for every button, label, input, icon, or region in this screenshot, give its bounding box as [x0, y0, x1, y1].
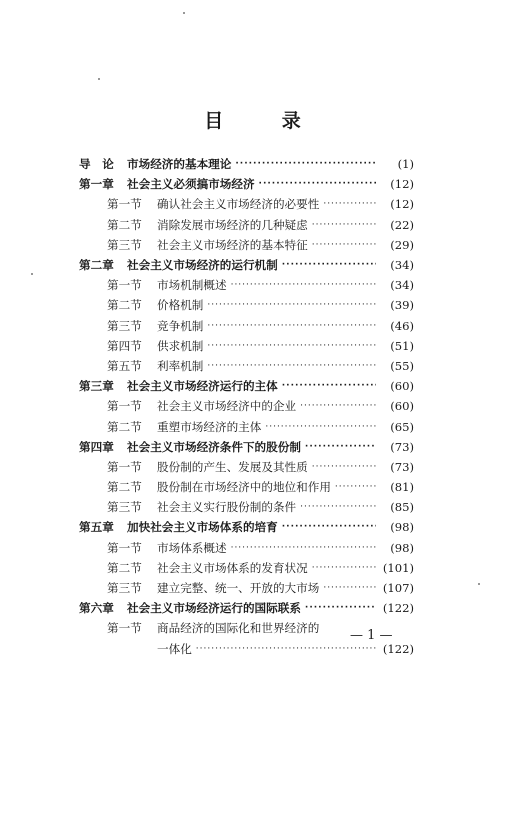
entry-label: 第五章: [79, 520, 114, 535]
toc-section-entry: [79, 497, 414, 517]
entry-page: (85): [390, 500, 414, 515]
toc-chapter-entry: [79, 437, 414, 457]
entry-title: 社会主义市场经济运行的主体: [127, 379, 278, 394]
dot-leader: [312, 462, 376, 472]
toc-chapter-entry: [79, 376, 414, 396]
entry-label: 第一节: [107, 621, 142, 636]
entry-title: 价格机制: [157, 298, 204, 313]
entry-label: 第二节: [107, 217, 142, 232]
toc-chapter-entry: [79, 174, 414, 194]
entry-title: 社会主义市场体系的发育状况: [157, 560, 308, 575]
dot-leader: [323, 199, 376, 209]
dot-leader: [323, 583, 376, 593]
dot-leader: [265, 422, 376, 432]
dot-leader: [259, 179, 376, 189]
entry-title: 利率机制: [157, 358, 204, 373]
entry-title: 竞争机制: [157, 318, 204, 333]
entry-title: 消除发展市场经济的几种疑虑: [157, 217, 308, 232]
entry-label: 第一节: [107, 197, 142, 212]
entry-label: 第一节: [107, 278, 142, 293]
dot-leader: [282, 381, 376, 391]
toc-section-entry: [79, 477, 414, 497]
dot-leader: [231, 543, 376, 553]
entry-label: 第四章: [79, 439, 114, 454]
toc-section-entry: [79, 194, 414, 214]
toc-section-entry: [79, 538, 414, 558]
toc-chapter-entry: [79, 154, 414, 174]
dot-leader: [300, 401, 376, 411]
entry-page: (1): [397, 157, 414, 172]
toc-section-entry: [79, 316, 414, 336]
entry-title: 商品经济的国际化和世界经济的: [157, 621, 320, 636]
entry-page: (60): [390, 379, 414, 394]
entry-label: 第四节: [107, 338, 142, 353]
toc-section-entry: [79, 578, 414, 598]
entry-label: 第二节: [107, 560, 142, 575]
dot-leader: [282, 260, 376, 270]
entry-page: (34): [390, 278, 414, 293]
entry-label: 第二节: [107, 480, 142, 495]
entry-page: (98): [390, 540, 414, 555]
entry-title: 社会主义市场经济条件下的股份制: [127, 439, 301, 454]
entry-title: 市场经济的基本理论: [127, 157, 232, 172]
entry-title: 市场机制概述: [157, 278, 227, 293]
toc-chapter-entry: [79, 598, 414, 618]
dot-leader: [231, 280, 376, 290]
entry-label: 第三节: [107, 237, 142, 252]
toc-chapter-entry: [79, 517, 414, 537]
entry-title: 建立完整、统一、开放的大市场: [157, 581, 320, 596]
page-number: — 1 —: [350, 628, 393, 643]
entry-page: (46): [390, 318, 414, 333]
toc-section-entry: [79, 235, 414, 255]
entry-page: (29): [390, 237, 414, 252]
entry-page: (122): [382, 601, 414, 616]
entry-label: 第六章: [79, 601, 114, 616]
dot-leader: [335, 482, 376, 492]
entry-page: (22): [390, 217, 414, 232]
entry-page: (34): [390, 258, 414, 273]
entry-title: 加快社会主义市场体系的培育: [127, 520, 278, 535]
entry-title: 社会主义必须搞市场经济: [127, 177, 255, 192]
page-title: 目 录: [204, 110, 327, 132]
entry-label: 第三节: [107, 581, 142, 596]
toc-section-entry: [79, 336, 414, 356]
entry-title: 社会主义市场经济的运行机制: [127, 258, 278, 273]
dot-leader: [207, 321, 376, 331]
toc-section-entry: [79, 416, 414, 436]
entry-label: 第三节: [107, 318, 142, 333]
toc-section-entry: [79, 275, 414, 295]
scan-speck: [31, 273, 33, 275]
entry-page: (81): [390, 480, 414, 495]
entry-title: 重塑市场经济的主体: [157, 419, 262, 434]
dot-leader: [282, 522, 376, 532]
entry-page: (51): [390, 338, 414, 353]
dot-leader: [305, 442, 376, 452]
entry-title: 社会主义实行股份制的条件: [157, 500, 297, 515]
entry-page: (60): [390, 399, 414, 414]
table-of-contents: [79, 154, 414, 659]
entry-page: (101): [382, 560, 414, 575]
entry-page: (73): [390, 459, 414, 474]
entry-label: 第一节: [107, 399, 142, 414]
entry-title: 社会主义市场经济运行的国际联系: [127, 601, 301, 616]
toc-section-entry: [79, 356, 414, 376]
entry-page: (122): [382, 641, 414, 656]
dot-leader: [305, 603, 376, 613]
entry-title: 市场体系概述: [157, 540, 227, 555]
entry-title: 供求机制: [157, 338, 204, 353]
dot-leader: [196, 644, 376, 654]
entry-label: 第二节: [107, 419, 142, 434]
entry-title: 股份制在市场经济中的地位和作用: [157, 480, 331, 495]
entry-page: (12): [390, 197, 414, 212]
entry-title: 一体化: [157, 641, 192, 656]
entry-label: 第三节: [107, 500, 142, 515]
dot-leader: [312, 220, 376, 230]
entry-title: 社会主义市场经济中的企业: [157, 399, 297, 414]
entry-label: 第三章: [79, 379, 114, 394]
scan-speck: [98, 78, 100, 80]
entry-page: (98): [390, 520, 414, 535]
toc-section-entry: [79, 558, 414, 578]
entry-label: 第五节: [107, 358, 142, 373]
scan-speck: [478, 583, 480, 585]
entry-page: (39): [390, 298, 414, 313]
dot-leader: [312, 563, 376, 573]
entry-label: 第一章: [79, 177, 114, 192]
dot-leader: [207, 361, 376, 371]
toc-section-entry: [79, 396, 414, 416]
entry-label: 导 论: [79, 157, 114, 172]
entry-page: (65): [390, 419, 414, 434]
toc-section-entry: [79, 457, 414, 477]
dot-leader: [207, 300, 376, 310]
entry-title: 确认社会主义市场经济的必要性: [157, 197, 320, 212]
entry-label: 第二节: [107, 298, 142, 313]
entry-title: 社会主义市场经济的基本特征: [157, 237, 308, 252]
dot-leader: [235, 159, 376, 169]
entry-page: (12): [390, 177, 414, 192]
entry-title: 股份制的产生、发展及其性质: [157, 459, 308, 474]
dot-leader: [207, 341, 376, 351]
entry-label: 第一节: [107, 540, 142, 555]
toc-section-entry: [79, 215, 414, 235]
dot-leader: [300, 502, 376, 512]
scan-speck: [183, 12, 185, 14]
entry-label: 第一节: [107, 459, 142, 474]
toc-section-entry: [79, 295, 414, 315]
entry-label: 第二章: [79, 258, 114, 273]
entry-page: (107): [382, 581, 414, 596]
dot-leader: [312, 240, 376, 250]
entry-page: (55): [390, 358, 414, 373]
entry-page: (73): [390, 439, 414, 454]
toc-chapter-entry: [79, 255, 414, 275]
